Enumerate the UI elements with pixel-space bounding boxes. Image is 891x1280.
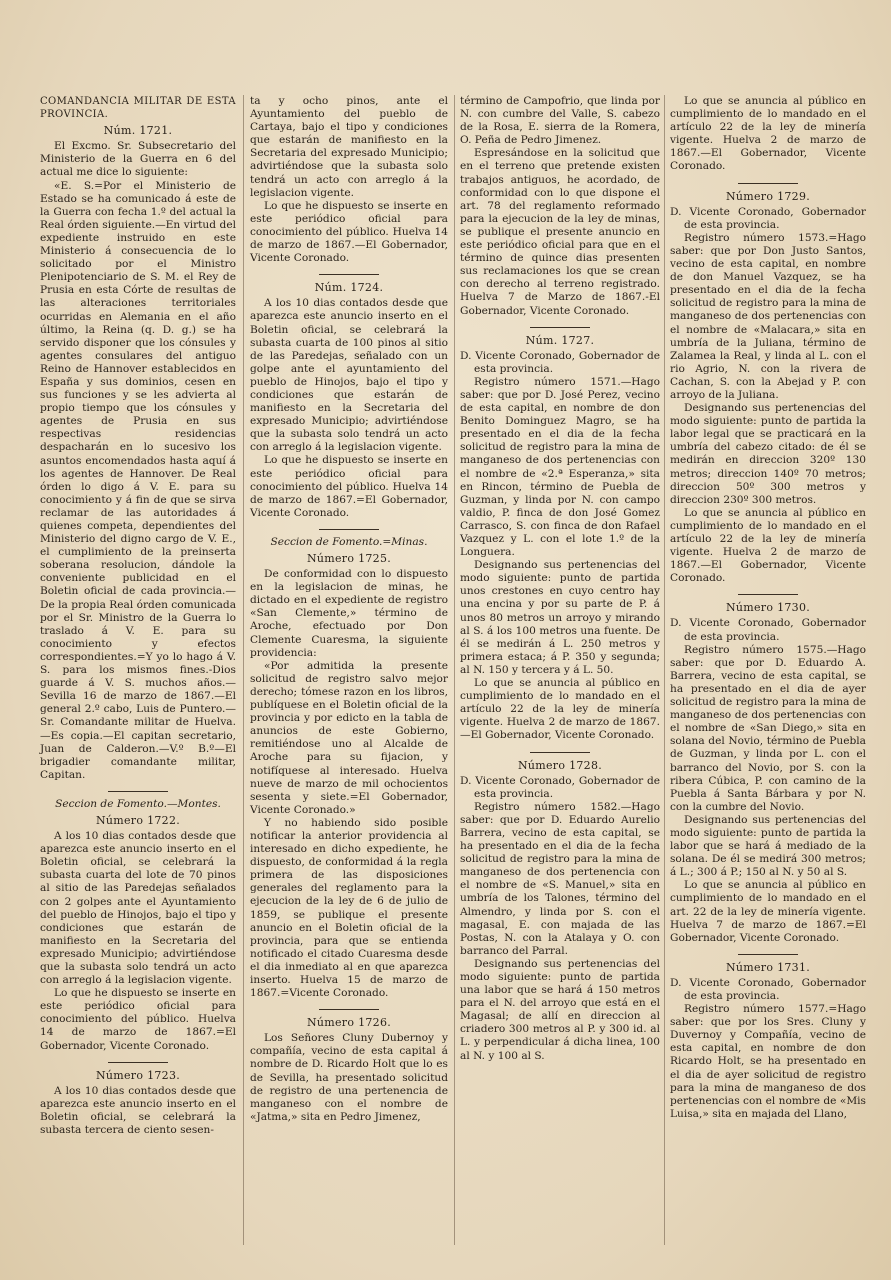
column-rule <box>243 95 244 1245</box>
notice-paragraph: Designando sus pertenencias del modo siguiente: punto de partida la labor legal que se practicará en la umbría del cabezo citado: de él se medirán en direccion 320º 130 metros; direccion 140º 70 metros; direccion 50º 300 metros y direccion 230º 300 metros. <box>670 402 866 506</box>
notice-heading: D. Vicente Coronado, Gobernador de esta provincia. <box>670 205 866 231</box>
notice-paragraph: Lo que se anuncia al público en cumplimiento de lo mandado en el artículo 22 de la ley de minería vigente. Huelva 2 de marzo de 1867.—El Gobernador, Vicente Coronado. <box>670 506 866 585</box>
separator-rule <box>108 1062 168 1063</box>
notice-heading: D. Vicente Coronado, Gobernador de esta provincia. <box>460 774 660 800</box>
notice-number: Núm. 1721. <box>103 124 173 138</box>
notice-paragraph: Lo que he dispuesto se inserte en este periódico oficial para conocimiento del público. Huelva 14 de marzo de 1867.=El Gobernador, Vicente Coronado. <box>250 454 448 519</box>
notice-number: Número 1726. <box>306 1016 392 1030</box>
separator-rule <box>108 791 168 792</box>
notice-paragraph: Lo que he dispuesto se inserte en este periódico oficial para conocimiento del público. Huelva 14 de marzo de 1867.=El Gobernador, Vicente Coronado. <box>40 987 236 1052</box>
separator-rule <box>319 529 379 530</box>
notice-number: Núm. 1727. <box>525 333 595 347</box>
notice-paragraph: A los 10 dias contados desde que aparezca este anuncio inserto en el Boletin oficial, se celebrará la subasta cuarta del lote de 70 pinos al sitio de las Paredejas señalados con 2 golpes ante el Ayuntamiento del pueblo de Hinojos, bajo el tipo y condiciones que estarán de manifiesto en la Secretaria del expresado Municipio; advirtiéndose que la subasta solo tendrá un acto con arreglo á la legislacion vigente. <box>40 830 236 987</box>
column-2 <box>250 95 448 1124</box>
column-rule <box>664 95 665 1245</box>
separator-rule <box>738 954 798 955</box>
notice-paragraph: Registro número 1571.—Hago saber: que por D. José Perez, vecino de esta capital, en nombre de don Benito Dominguez Magro, se ha presentado en el dia de la fecha solicitud de registro para la mina de manganeso de dos pertenencias con el nombre de «2.ª Esperanza,» sita en Rincon, término de Puebla de Guzman, y linda por N. con campo valdio, P. finca de don José Gomez Carrasco, S. con finca de don Rafael Vazquez y L. con el lote 1.º de la Longuera. <box>460 375 660 559</box>
separator-rule <box>530 752 590 753</box>
section-title: Seccion de Fomento.=Minas. <box>270 535 428 548</box>
notice-paragraph: Registro número 1573.=Hago saber: que por Don Justo Santos, vecino de esta capital, en nombre de don Manuel Vazquez, se ha presentado en el dia de la fecha solicitud de registro para la mina de manganeso de dos pertenencias con el nombre de «Malacara,» sita en umbría de la Juliana, término de Zalamea la Real, y linda al L. con el rio Agrio, N. con la rivera de Cachan, S. con la Abejad y P. con arroyo de la Juliana. <box>670 231 866 401</box>
notice-paragraph: Y no habiendo sido posible notificar la anterior providencia al interesado en dicho expediente, he dispuesto, de conformidad á la regla primera de las disposiciones generales del reglamento para la ejecucion de la ley de 6 de julio de 1859, se publique el presente anuncio en el Boletin oficial de la provincia, para que se entienda notificado el citado Cuaresma desde el dia inmediato al en que aparezca inserto. Huelva 15 de marzo de 1867.=Vicente Coronado. <box>250 816 448 1000</box>
notice-heading: D. Vicente Coronado, Gobernador de esta provincia. <box>460 349 660 375</box>
notice-paragraph: ta y ocho pinos, ante el Ayuntamiento del pueblo de Cartaya, bajo el tipo y condiciones que estarán de manifiesto en la Secretaria del expresado Municipio; advirtiéndose que la subasta solo tendrá un acto con arreglo á la legislacion vigente. <box>250 95 448 199</box>
notice-heading: D. Vicente Coronado, Gobernador de esta provincia. <box>670 617 866 643</box>
column-3 <box>460 95 660 1063</box>
notice-paragraph: Designando sus pertenencias del modo siguiente: punto de partida unos crestones en cuyo centro hay una encina y por su parte de P. á unos 80 metros un arroyo y mirando al S. á los 100 metros una fuente. De él se medirán á L. 250 metros y primera estaca; á P. 350 y segunda; al N. 150 y tercera y á L. 50. <box>460 559 660 676</box>
section-title: Seccion de Fomento.—Montes. <box>55 797 221 810</box>
notice-number: Número 1725. <box>306 552 392 565</box>
notice-paragraph: Registro número 1582.—Hago saber: que por D. Eduardo Aurelio Barrera, vecino de esta capital, se ha presentado en el dia de la fecha solicitud de registro para la mina de manganeso de dos pertenencia con el nombre de «S. Manuel,» sita en umbría de los Talones, término del Almendro, y linda por S. con el magasal, E. con majada de las Postas, N. con la Atalaya y O. con barranco del Parral. <box>460 800 660 957</box>
separator-rule <box>738 594 798 595</box>
notice-paragraph: Los Señores Cluny Dubernoy y compañía, vecino de esta capital á nombre de D. Ricardo Holt que lo es de Sevilla, ha presentado solicitud de registro de una pertenencia de manganeso con el nombre de «Jatma,» sita en Pedro Jimenez, <box>250 1032 448 1123</box>
notice-paragraph: «E. S.=Por el Ministerio de Estado se ha comunicado á este de la Guerra con fecha 1.º del actual la Real órden siguiente.—En virtud del expediente instruido en este Ministerio á consecuencia de lo solicitado por el Ministro Plenipotenciario de S. M. el Rey de Prusia en esta Córte de resultas de las alteraciones territoriales ocurridas en Alemania en el año último, la Reina (q. D. g.) se ha servido disponer que los cónsules y agentes consulares del antiguo Reino de Hannover establecidos en España y sus dominios, cesen en sus funciones y se les advierta al propio tiempo que los cónsules y agentes de Prusia en sus respectivas residencias despacharán en lo sucesivo los asuntos encomendados hasta aquí á los agentes de Hannover. De Real órden lo digo á V. E. para su conocimiento y á fin de que se sirva reclamar de las autoridades á quienes competa, dependientes del Ministerio del digno cargo de V. E., el cumplimiento de la preinserta soberana resolucion, dándole la conveniente publicidad en el Boletin oficial de cada provincia.—De la propia Real órden comunicada por el Sr. Ministro de la Guerra lo traslado á V. E. para su conocimiento y efectos correspondientes.=Y yo lo hago á V. S. para los mismos fines.-Dios guarde á V. S. muchos años.—Sevilla 16 de marzo de 1867.—El general 2.º cabo, Luis de Puntero.—Sr. Comandante militar de Huelva.—Es copia.—El capitan secretario, Juan de Calderon.—V.º B.º—El brigadier comandante militar, Capitan. <box>40 179 237 781</box>
notice-paragraph: Designando sus pertenencias del modo siguiente: punto de partida una labor que se hará á 150 metros para el N. del arroyo que está en el Magasal; de allí en direccion al criadero 300 metros al P. y 300 id. al L. y perpendicular á dicha linea, 100 al N. y 100 al S. <box>460 957 660 1062</box>
notice-paragraph: A los 10 dias contados desde que aparezca este anuncio inserto en el Boletin oficial, se celebrará la subasta cuarta de 100 pinos al sitio de las Paredejas, señalado con un golpe ante el ayuntamiento del pueblo de Hinojos, bajo el tipo y condiciones que estarán de manifiesto en la Secretaria del expresado Municipio; advirtiéndose que la subasta solo tendrá un acto con arreglo á la legislacion vigente. <box>250 297 448 454</box>
notice-paragraph: Registro número 1575.—Hago saber: que por D. Eduardo A. Barrera, vecino de esta capital, se ha presentado en el dia de ayer solicitud de registro para la mina de manganeso de dos pertenencias con el nombre de «San Diego,» sita en solana del Novio, término de Puebla de Guzman, y linda por L. con el barranco del Novio, por S. con la ribera Cúbica, P. con camino de la Puebla á Santa Bárbara y por N. con la cumbre del Novio. <box>670 643 866 813</box>
notice-paragraph: Lo que se anuncia al público en cumplimiento de lo mandado en el artículo 22 de la ley de minería vigente. Huelva 2 de marzo de 1867.—El Gobernador, Vicente Coronado. <box>460 677 660 742</box>
notice-paragraph: Lo que se anuncia al público en cumplimiento de lo mandado en el art. 22 de la ley de minería vigente. Huelva 7 de marzo de 1867.=El Gobernador, Vicente Coronado. <box>670 879 866 944</box>
notice-paragraph: «Por admitida la presente solicitud de registro salvo mejor derecho; tómese razon en los libros, publíquese en el Boletin oficial de la provincia y por edicto en la tabla de anuncios de este Gobierno, remitiéndose uno al Alcalde de Aroche para su fijacion, y notifíquese al interesado. Huelva nueve de marzo de mil ochocientos sesenta y siete.=El Gobernador, Vicente Coronado.» <box>250 659 448 816</box>
notice-number: Número 1722. <box>95 813 181 827</box>
notice-paragraph: término de Campofrio, que linda por N. con cumbre del Valle, S. cabezo de la Rosa, E. sierra de la Romera, O. Peña de Pedro Jimenez. <box>460 95 660 147</box>
notice-paragraph: Lo que se anuncia al público en cumplimiento de lo mandado en el artículo 22 de la ley de minería vigente. Huelva 2 de marzo de 1867.—El Gobernador, Vicente Coronado. <box>670 95 866 173</box>
notice-number: Número 1723. <box>95 1068 181 1082</box>
notice-number: Número 1729. <box>725 189 811 203</box>
separator-rule <box>530 327 590 328</box>
notice-number: Núm. 1724. <box>314 281 384 295</box>
column-4 <box>670 95 866 1121</box>
notice-paragraph: De conformidad con lo dispuesto en la legislacion de minas, he dictado en el expediente de registro «San Clemente,» término de Aroche, efectuado por Don Clemente Cuaresma, la siguiente providencia: <box>250 568 448 659</box>
notice-paragraph: Registro número 1577.=Hago saber: que por los Sres. Cluny y Duvernoy y Compañía, vecino de esta capital, en nombre de don Ricardo Holt, se ha presentado en el dia de ayer solicitud de registro para la mina de manganeso de dos pertenencias con el nombre de «Mis Luisa,» sita en majada del Llano, <box>670 1003 866 1120</box>
notice-paragraph: Lo que he dispuesto se inserte en este periódico oficial para conocimiento del público. Huelva 14 de marzo de 1867.—El Gobernador, Vicente Coronado. <box>250 199 448 265</box>
column-1 <box>40 95 236 1137</box>
section-header: COMANDANCIA MILITAR DE ESTA PROVINCIA. <box>40 96 236 121</box>
notice-paragraph: El Excmo. Sr. Subsecretario del Ministerio de la Guerra en 6 del actual me dice lo siguiente: <box>40 140 236 179</box>
separator-rule <box>738 183 798 184</box>
notice-paragraph: A los 10 dias contados desde que aparezca este anuncio inserto en el Boletin oficial, se celebrará la subasta tercera de ciento sesen- <box>40 1084 236 1137</box>
notice-number: Número 1728. <box>517 758 603 772</box>
notice-paragraph: Designando sus pertenencias del modo siguiente: punto de partida la labor que se hará á mediado de la solana. De él se medirá 300 metros; á L.; 300 á P.; 150 al N. y 50 al S. <box>670 813 866 879</box>
notice-number: Número 1730. <box>725 601 811 615</box>
notice-number: Número 1731. <box>725 960 811 974</box>
notice-paragraph: Espresándose en la solicitud que en el terreno que pretende existen trabajos antiguos, he acordado, de conformidad con lo que dispone el art. 78 del reglamento reformado para la ejecucion de la ley de minas, se publique el presente anuncio en este periódico oficial para que en el término de quince dias presenten sus reclamaciones los que se crean con derecho al terreno registrado. Huelva 7 de Marzo de 1867.-El Gobernador, Vicente Coronado. <box>460 147 660 317</box>
separator-rule <box>319 1009 379 1010</box>
separator-rule <box>319 274 379 275</box>
notice-heading: D. Vicente Coronado, Gobernador de esta provincia. <box>670 976 866 1002</box>
column-rule <box>454 95 455 1245</box>
